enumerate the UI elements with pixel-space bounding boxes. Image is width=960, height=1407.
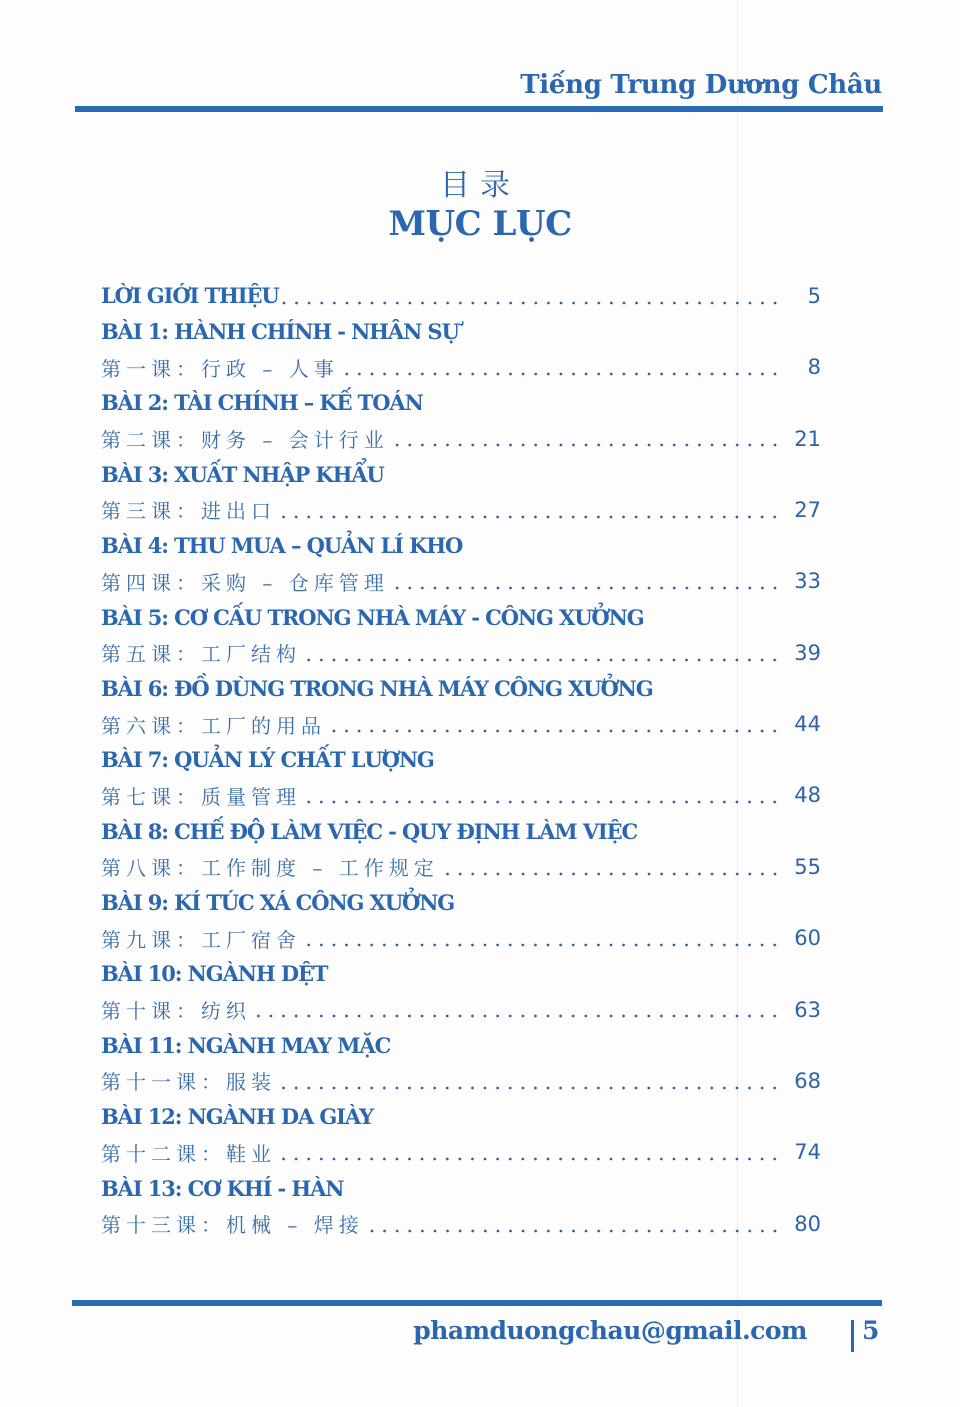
page-number: 60: [794, 926, 821, 951]
header-rule: [75, 106, 883, 112]
lesson-heading[interactable]: [101, 599, 821, 635]
dot-leader: [328, 729, 781, 733]
lesson-entry[interactable]: [101, 421, 821, 457]
lesson-entry[interactable]: [101, 778, 821, 814]
lesson-heading[interactable]: [101, 528, 821, 564]
lesson-title: BÀI 12: NGÀNH DA GIÀY: [101, 1104, 373, 1130]
lesson-title: BÀI 1: HÀNH CHÍNH - NHÂN SỰ: [101, 319, 459, 345]
lesson-title: BÀI 13: CƠ KHÍ - HÀN: [101, 1175, 344, 1201]
footer-separator: [851, 1320, 854, 1352]
lesson-chinese-title: 第十一课：服装: [101, 1070, 276, 1095]
dot-leader: [391, 443, 781, 447]
lesson-entry[interactable]: [101, 1206, 821, 1242]
lesson-heading[interactable]: [101, 385, 821, 421]
toc-intro-label: LỜI GIỚI THIỆU: [101, 283, 279, 309]
heading-chinese: 目录: [440, 168, 520, 203]
lesson-heading[interactable]: [101, 1027, 821, 1063]
dot-leader: [391, 586, 781, 590]
lesson-heading[interactable]: [101, 671, 821, 707]
dot-leader: [303, 943, 781, 947]
lesson-entry[interactable]: [101, 849, 821, 885]
page-number: 68: [794, 1068, 821, 1093]
heading-vietnamese: MỤC LỤC: [388, 204, 572, 244]
lesson-entry[interactable]: [101, 706, 821, 742]
lesson-heading[interactable]: [101, 742, 821, 778]
dot-leader: [278, 1157, 781, 1161]
lesson-title: BÀI 7: QUẢN LÝ CHẤT LƯỢNG: [101, 747, 434, 773]
dot-leader: [366, 1229, 781, 1233]
lesson-entry[interactable]: [101, 992, 821, 1028]
lesson-title: BÀI 8: CHẾ ĐỘ LÀM VIỆC - QUY ĐỊNH LÀM VIỆC: [101, 818, 638, 844]
page-number: 27: [794, 497, 821, 522]
page-number: 44: [794, 712, 821, 737]
lesson-heading[interactable]: [101, 885, 821, 921]
dot-leader: [303, 658, 781, 662]
page-number: 33: [794, 569, 821, 594]
dot-leader: [341, 372, 781, 376]
lesson-chinese-title: 第七课：质量管理: [101, 784, 301, 809]
lesson-title: BÀI 2: TÀI CHÍNH – KẾ TOÁN: [101, 390, 423, 416]
page-number: 48: [794, 783, 821, 808]
lesson-chinese-title: 第二课：财务 – 会计行业: [101, 428, 389, 453]
page-number: 21: [794, 426, 821, 451]
footer-email[interactable]: phamduongchau@gmail.com: [413, 1316, 807, 1345]
lesson-title: BÀI 10: NGÀNH DỆT: [101, 961, 328, 987]
page-number: 55: [794, 854, 821, 879]
footer-rule: [72, 1300, 882, 1306]
footer-page-number: 5: [862, 1316, 880, 1345]
dot-leader: [281, 301, 781, 305]
lesson-title: BÀI 5: CƠ CẤU TRONG NHÀ MÁY - CÔNG XƯỞNG: [101, 604, 644, 630]
lesson-entry[interactable]: [101, 564, 821, 600]
lesson-chinese-title: 第六课：工厂的用品: [101, 713, 326, 738]
lesson-chinese-title: 第九课：工厂宿舍: [101, 927, 301, 952]
lesson-entry[interactable]: [101, 349, 821, 385]
header-title: Tiếng Trung Dương Châu: [520, 70, 882, 100]
lesson-chinese-title: 第四课：采购 – 仓库管理: [101, 570, 389, 595]
lesson-entry[interactable]: [101, 1063, 821, 1099]
lesson-chinese-title: 第五课：工厂结构: [101, 642, 301, 667]
lesson-heading[interactable]: [101, 956, 821, 992]
page-number: 39: [794, 640, 821, 665]
lesson-entry[interactable]: [101, 920, 821, 956]
lesson-title: BÀI 6: ĐỒ DÙNG TRONG NHÀ MÁY CÔNG XƯỞNG: [101, 675, 653, 701]
lesson-heading[interactable]: [101, 1170, 821, 1206]
lesson-entry[interactable]: [101, 492, 821, 528]
lesson-entry[interactable]: [101, 635, 821, 671]
page-number: 80: [794, 1211, 821, 1236]
dot-leader: [303, 800, 781, 804]
page-number: 63: [794, 997, 821, 1022]
lesson-title: BÀI 3: XUẤT NHẬP KHẨU: [101, 461, 384, 487]
dot-leader: [278, 1086, 781, 1090]
page-number: 5: [807, 283, 821, 308]
table-of-contents: [101, 278, 821, 1242]
toc-entry-intro[interactable]: [101, 278, 821, 314]
lesson-entry[interactable]: [101, 1135, 821, 1171]
page-number: 74: [794, 1140, 821, 1165]
lesson-heading[interactable]: [101, 1099, 821, 1135]
lesson-heading[interactable]: [101, 314, 821, 350]
lesson-heading[interactable]: [101, 456, 821, 492]
lesson-title: BÀI 9: KÍ TÚC XÁ CÔNG XƯỞNG: [101, 890, 455, 916]
page-number: 8: [807, 355, 821, 380]
lesson-title: BÀI 11: NGÀNH MAY MẶC: [101, 1032, 391, 1058]
lesson-chinese-title: 第一课：行政 – 人事: [101, 356, 339, 381]
lesson-heading[interactable]: [101, 813, 821, 849]
dot-leader: [278, 515, 781, 519]
lesson-chinese-title: 第十课：纺织: [101, 999, 251, 1024]
dot-leader: [253, 1014, 781, 1018]
lesson-title: BÀI 4: THU MUA – QUẢN LÍ KHO: [101, 533, 463, 559]
lesson-chinese-title: 第十三课：机械 – 焊接: [101, 1213, 364, 1238]
lesson-chinese-title: 第八课：工作制度 – 工作规定: [101, 856, 439, 881]
lesson-chinese-title: 第十二课：鞋业: [101, 1141, 276, 1166]
dot-leader: [441, 872, 781, 876]
lesson-chinese-title: 第三课：进出口: [101, 499, 276, 524]
